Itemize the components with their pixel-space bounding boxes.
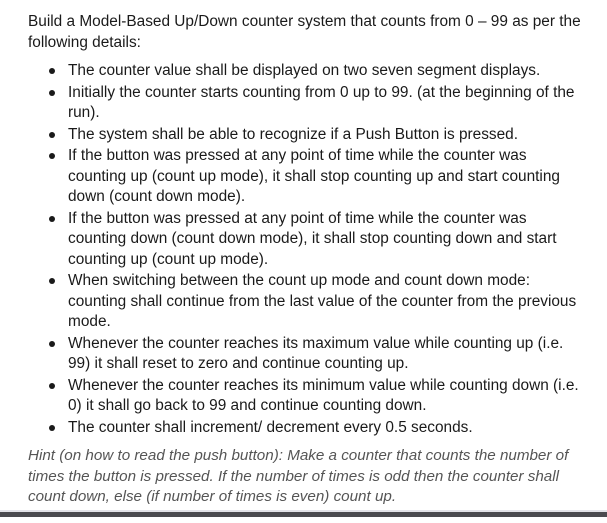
requirements-list (28, 61, 588, 438)
list-item (28, 271, 588, 333)
list-item-text: Whenever the counter reaches its minimum value while counting down (i.e. 0) it shall go back to 99 and continue counting down. (68, 376, 579, 414)
list-item-text: If the button was pressed at any point of time while the counter was counting up (count up mode), it shall stop counting up and start counting down (count down mode). (68, 147, 560, 205)
list-item (28, 146, 588, 208)
bullet-icon (49, 216, 55, 222)
list-item (28, 376, 588, 417)
list-item (28, 209, 588, 271)
list-item-text: Initially the counter starts counting from 0 up to 99. (at the beginning of the run). (68, 83, 575, 121)
list-item (28, 418, 588, 439)
bullet-icon (49, 383, 55, 389)
list-item-text: The counter value shall be displayed on two seven segment displays. (68, 62, 541, 79)
bullet-icon (49, 153, 55, 159)
intro-paragraph: Build a Model-Based Up/Down counter system that counts from 0 – 99 as per the following details: (28, 13, 581, 51)
bullet-icon (49, 278, 55, 284)
list-item-text: When switching between the count up mode and count down mode: counting shall continue from the last value of the counter from the previous mode. (68, 272, 577, 330)
bullet-icon (49, 68, 55, 74)
hint-paragraph: Hint (on how to read the push button): Make a counter that counts the number of times the button is pressed. If the number of times is odd then the counter shall count down, else (if number of times is even) count up. (28, 447, 569, 505)
list-item (28, 61, 588, 82)
bullet-icon (49, 425, 55, 431)
bottom-edge-bar (0, 512, 607, 517)
bullet-icon (49, 90, 55, 96)
list-item-text: The counter shall increment/ decrement every 0.5 seconds. (68, 418, 473, 436)
list-item-text: Whenever the counter reaches its maximum value while counting up (i.e. 99) it shall reset to zero and continue counting up. (68, 334, 564, 372)
list-item (28, 334, 588, 375)
list-item-text: The system shall be able to recognize if a Push Button is pressed. (68, 125, 518, 143)
document-body (28, 12, 588, 523)
bullet-icon (49, 132, 55, 138)
list-item-text: If the button was pressed at any point of time while the counter was counting down (count down mode), it shall stop counting down and start counting up (count up mode). (68, 209, 557, 268)
bullet-icon (49, 341, 55, 347)
list-item (28, 83, 588, 124)
list-item (28, 125, 588, 146)
